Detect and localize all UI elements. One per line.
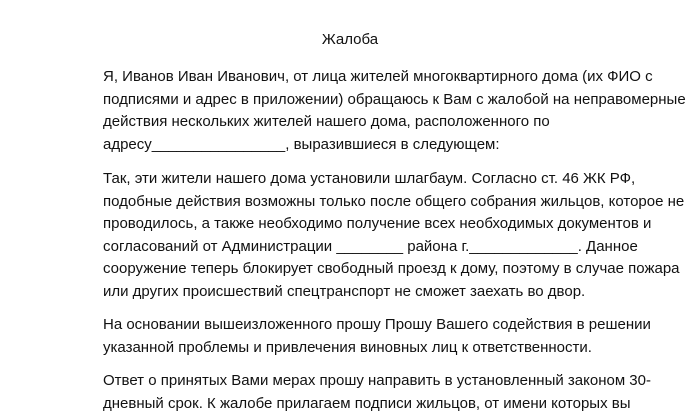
text-line: согласований от Администрации ________ района г._____________. Данное [103, 236, 663, 259]
paragraph-3 [103, 314, 663, 359]
text-line: или других происшествий спецтранспорт не сможет заехать во двор. [103, 281, 663, 304]
text-line: Так, эти жители нашего дома установили шлагбаум. Согласно ст. 46 ЖК РФ, [103, 168, 663, 191]
text-line: сооружение теперь блокирует свободный проезд к дому, поэтому в случае пожара [103, 258, 663, 281]
text-line: адресу________________, выразившиеся в следующем: [103, 134, 663, 157]
paragraph-1 [103, 66, 663, 156]
text-line: действия нескольких жителей нашего дома, расположенного по [103, 111, 663, 134]
text-line: проводилось, а также необходимо получение всех необходимых документов и [103, 213, 663, 236]
document-title: Жалоба [0, 30, 700, 50]
paragraph-4 [103, 370, 663, 415]
text-line: указанной проблемы и привлечения виновных лиц к ответственности. [103, 337, 663, 360]
text-line: На основании вышеизложенного прошу Прошу Вашего содействия в решении [103, 314, 663, 337]
text-line: подобные действия возможны только после общего собрания жильцов, которое не [103, 191, 663, 214]
text-line: дневный срок. К жалобе прилагаем подписи жильцов, от имени которых вы [103, 393, 663, 415]
paragraph-2 [103, 168, 663, 303]
text-line: подписями и адрес в приложении) обращаюсь к Вам с жалобой на неправомерные [103, 89, 663, 112]
text-line: Ответ о принятых Вами мерах прошу направить в установленный законом 30- [103, 370, 663, 393]
text-line: Я, Иванов Иван Иванович, от лица жителей многоквартирного дома (их ФИО с [103, 66, 663, 89]
